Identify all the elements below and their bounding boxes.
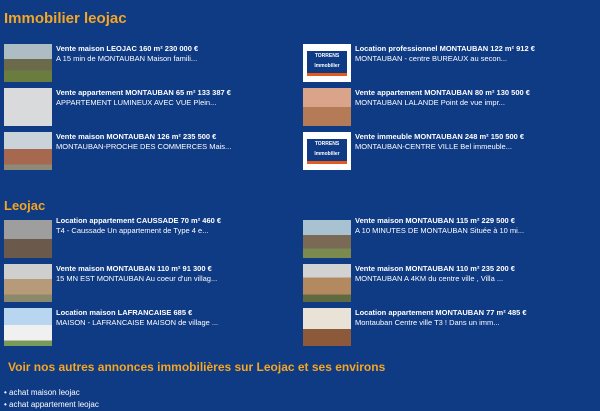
listing-desc: MAISON - LAFRANCAISE MAISON de village ... [56, 318, 219, 327]
listing-desc: MONTAUBAN - centre BUREAUX au secon... [355, 54, 507, 63]
listing-item[interactable] [303, 264, 599, 304]
listing-title[interactable]: Vente appartement MONTAUBAN 65 m² 133 387 € [56, 88, 231, 97]
listing-item[interactable] [4, 44, 300, 84]
listing-item[interactable] [303, 308, 599, 348]
house-photo-icon[interactable] [4, 44, 52, 82]
section-title-immobilier: Immobilier leojac [4, 10, 127, 27]
listing-title[interactable]: Vente maison MONTAUBAN 115 m² 229 500 € [355, 216, 515, 225]
listing-title[interactable]: Vente immeuble MONTAUBAN 248 m² 150 500 € [355, 132, 525, 141]
interior-photo-icon[interactable] [4, 88, 52, 126]
interior-photo-icon[interactable] [303, 308, 351, 346]
section-title-other-listings: Voir nos autres annonces immobilières sur Leojac et ses environs [8, 360, 386, 374]
listing-desc: A 10 MINUTES DE MONTAUBAN Située à 10 mi... [355, 226, 525, 235]
listing-title[interactable]: Vente appartement MONTAUBAN 80 m² 130 500 € [355, 88, 530, 97]
logo-subtext: Immobilier [314, 150, 340, 157]
house-photo-icon[interactable] [303, 220, 351, 258]
listing-title[interactable]: Location maison LAFRANCAISE 685 € [56, 308, 193, 317]
listing-title[interactable]: Vente maison MONTAUBAN 110 m² 235 200 € [355, 264, 515, 273]
listing-item[interactable] [4, 88, 300, 128]
listing-item[interactable] [303, 44, 599, 84]
interior-photo-icon[interactable] [4, 220, 52, 258]
listing-title[interactable]: Vente maison MONTAUBAN 126 m² 235 500 € [56, 132, 217, 141]
torrens-logo-icon[interactable] [303, 44, 351, 82]
listing-item[interactable] [303, 132, 599, 172]
interior-photo-icon[interactable] [303, 88, 351, 126]
house-photo-icon[interactable] [4, 264, 52, 302]
link-achat-appartement[interactable]: • achat appartement leojac [4, 400, 99, 409]
listing-desc: Montauban Centre ville T3 ! Dans un imm... [355, 318, 500, 327]
listing-item[interactable] [4, 308, 300, 348]
listing-desc: T4 - Caussade Un appartement de Type 4 e... [56, 226, 209, 235]
listing-title[interactable]: Location professionnel MONTAUBAN 122 m² 912 € [355, 44, 535, 53]
listing-desc: A 15 min de MONTAUBAN Maison famili... [56, 54, 198, 63]
listing-desc: MONTAUBAN-CENTRE VILLE Bel immeuble... [355, 142, 512, 151]
link-achat-maison[interactable]: • achat maison leojac [4, 388, 80, 397]
related-links [4, 387, 99, 411]
house-photo-icon[interactable] [303, 264, 351, 302]
listing-desc: 15 MN EST MONTAUBAN Au coeur d'un villag... [56, 274, 218, 283]
listing-title[interactable]: Location appartement CAUSSADE 70 m² 460 € [56, 216, 222, 225]
listing-item[interactable] [303, 216, 599, 260]
listing-title[interactable]: Vente maison MONTAUBAN 110 m² 91 300 € [56, 264, 212, 273]
section-title-leojac: Leojac [4, 198, 46, 213]
house-photo-icon[interactable] [4, 308, 52, 346]
listing-desc: MONTAUBAN A 4KM du centre ville , Villa ... [355, 274, 504, 283]
torrens-logo-icon[interactable] [303, 132, 351, 170]
listing-desc: APPARTEMENT LUMINEUX AVEC VUE Plein... [56, 98, 217, 107]
listing-item[interactable] [4, 264, 300, 304]
listing-desc: MONTAUBAN LALANDE Point de vue impr... [355, 98, 505, 107]
listing-title[interactable]: Location appartement MONTAUBAN 77 m² 485 € [355, 308, 527, 317]
listing-item[interactable] [303, 88, 599, 128]
listing-item[interactable] [4, 216, 300, 260]
logo-text: TORRENS [314, 52, 340, 59]
logo-text: TORRENS [314, 140, 340, 147]
listing-item[interactable] [4, 132, 300, 172]
house-photo-icon[interactable] [4, 132, 52, 170]
listing-desc: MONTAUBAN-PROCHE DES COMMERCES Mais... [56, 142, 232, 151]
logo-subtext: Immobilier [314, 62, 340, 69]
listing-title[interactable]: Vente maison LEOJAC 160 m² 230 000 € [56, 44, 199, 53]
